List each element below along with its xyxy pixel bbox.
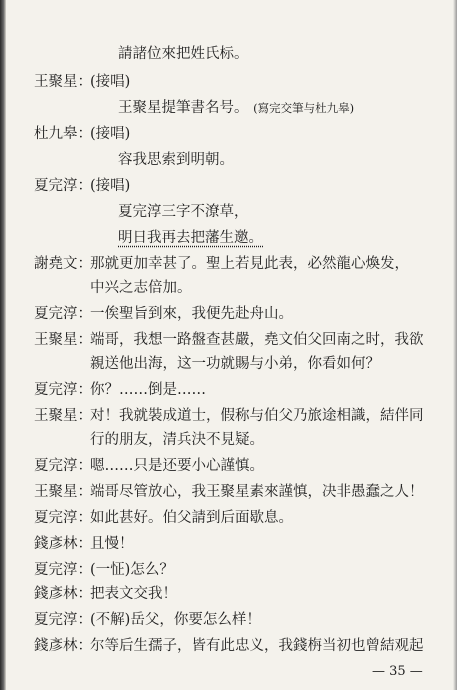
speaker-name: 王聚星： (34, 408, 92, 424)
dialogue-text: 嗯……只是还要小心謹慎。 (90, 458, 264, 474)
page-number: — 35 — (372, 664, 423, 679)
speaker-name: 夏完淳： (34, 382, 92, 398)
dialogue-text: 把表文交我！ (90, 586, 177, 602)
dialogue-text: 親送他出海，这一功就賜与小弟，你看如何？ (90, 356, 380, 372)
dialogue-text: 如此甚好。伯父請到后面歇息。 (90, 510, 293, 526)
dialogue-text: 王聚星提筆書名号。 (118, 100, 249, 116)
dialogue-text: (接唱) (90, 74, 131, 90)
dialogue-text: 端哥，我想一路盤查甚嚴，堯文伯父回南之时，我欲 (90, 332, 424, 348)
dialogue-text: 夏完淳三字不潦草， (118, 204, 249, 220)
dialogue-text: 行的朋友，清兵決不見疑。 (90, 432, 264, 448)
speaker-name: 錢彥林： (34, 638, 92, 654)
speaker-name: 夏完淳： (34, 612, 92, 628)
speaker-name: 夏完淳： (34, 178, 92, 194)
dialogue-text: 端哥尽管放心，我王聚星素來謹慎，决非愚蠢之人！ (90, 484, 424, 500)
speaker-name: 夏完淳： (34, 562, 92, 578)
speaker-name: 王聚星： (34, 332, 92, 348)
dialogue-text: (接唱) (90, 178, 131, 194)
speaker-name: 夏完淳： (34, 510, 92, 526)
dialogue-text: (不解)岳父，你要怎么样！ (90, 612, 261, 628)
speaker-name: 夏完淳： (34, 306, 92, 322)
dialogue-text: 明日我再去把藩生邀。 (118, 230, 263, 246)
dialogue-wrapper (118, 98, 354, 118)
dialogue-text: 且慢！ (90, 536, 134, 552)
speaker-name: 錢彥林： (34, 586, 92, 602)
speaker-name: 王聚星： (34, 484, 92, 500)
dialogue-text: 請諸位來把姓氏标。 (118, 46, 249, 62)
dialogue-text: 一俟聖旨到來，我便先赴舟山。 (90, 306, 293, 322)
speaker-name: 夏完淳： (34, 458, 92, 474)
dialogue-text: (接唱) (90, 126, 131, 142)
dialogue-text: 对！我就裝成道士，假称与伯父乃旅途相識，結伴同 (90, 408, 424, 424)
dialogue-text: 中兴之志倍加。 (90, 280, 192, 296)
dialogue-text: 那就更加幸甚了。聖上若見此表，必然龍心煥发， (90, 256, 409, 272)
dialogue-text: 容我思索到明朝。 (118, 152, 234, 168)
dialogue-text: 尔等后生孺子，皆有此忠义，我錢栴当初也曾結观起 (90, 638, 424, 654)
speaker-name: 王聚星： (34, 74, 92, 90)
speaker-name: 錢彥林： (34, 536, 92, 552)
speaker-name: 謝堯文： (34, 256, 92, 272)
page-edge-shadow (453, 0, 457, 690)
stage-direction: (寫完交筆与杜九皋) (253, 101, 355, 115)
book-spine-shadow (0, 0, 6, 690)
dialogue-text: 你？……倒是…… (90, 382, 206, 398)
speaker-name: 杜九皋： (34, 126, 92, 142)
dialogue-text: (一怔)怎么？ (90, 562, 174, 578)
